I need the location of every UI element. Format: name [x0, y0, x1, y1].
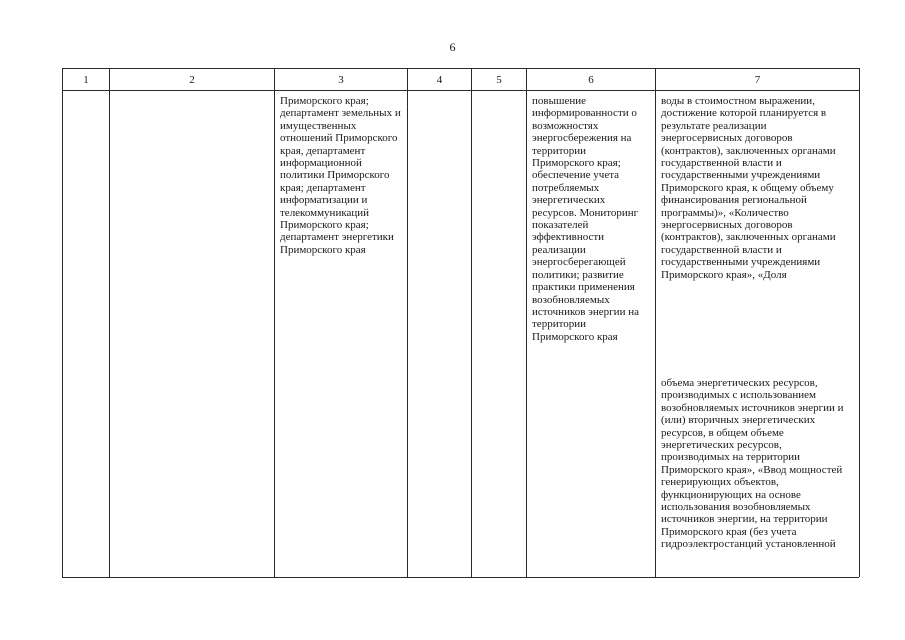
expected-results-text: повышение информированности о возможностях энергосбережения на территории Приморского края; обеспечение учета потребляемых энергетических ресурсов. Мониторинг показателей эффективности реализации энергосберегающей политики; развитие практики применения возобновляемых источников энергии на территории Приморского края [532, 95, 639, 343]
column-header-5: 5 [472, 69, 527, 91]
cell-col7 [656, 91, 860, 578]
column-header-6: 6 [527, 69, 656, 91]
column-header-2: 2 [110, 69, 275, 91]
cell-col1 [63, 91, 110, 578]
table-row [63, 91, 860, 578]
cell-col2 [110, 91, 275, 578]
column-header-3: 3 [275, 69, 408, 91]
column-header-7: 7 [656, 69, 860, 91]
column-header-4: 4 [408, 69, 472, 91]
responsible-departments-text: Приморского края; департамент земельных и имущественных отношений Приморского края, департамент информационной политики Приморского края; департамент информатизации и телекоммуникаций Приморского края; департамент энергетики Приморского края [280, 95, 401, 256]
page-number: 6 [449, 40, 456, 54]
cell-col3 [275, 91, 408, 578]
cell-col6 [527, 91, 656, 578]
document-table [62, 68, 860, 577]
header-row [63, 69, 860, 91]
indicators-text-part1: воды в стоимостном выражении, достижение которой планируется в результате реализации энергосервисных договоров (контрактов), заключенных органами государственной власти и государственными учреждениями Приморского края, к общему объему финансирования региональной программы)», «Количество энергосервисных договоров (контрактов), заключенных органами государственной власти и государственными учреждениями Приморского края», «Доля [661, 95, 836, 281]
cell-col5 [472, 91, 527, 578]
cell-col4 [408, 91, 472, 578]
column-header-1: 1 [63, 69, 110, 91]
indicators-text-part2: объема энергетических ресурсов, производимых с использованием возобновляемых источников энергии и (или) вторичных энергетических ресурсов, в общем объеме энергетических ресурсов, производимых на территории Приморского края», «Ввод мощностей генерирующих объектов, функционирующих на основе использования возобновляемых источников энергии, на территории Приморского края (без учета гидроэлектростанций установленной [661, 377, 844, 551]
table-bottom-border [62, 577, 859, 578]
